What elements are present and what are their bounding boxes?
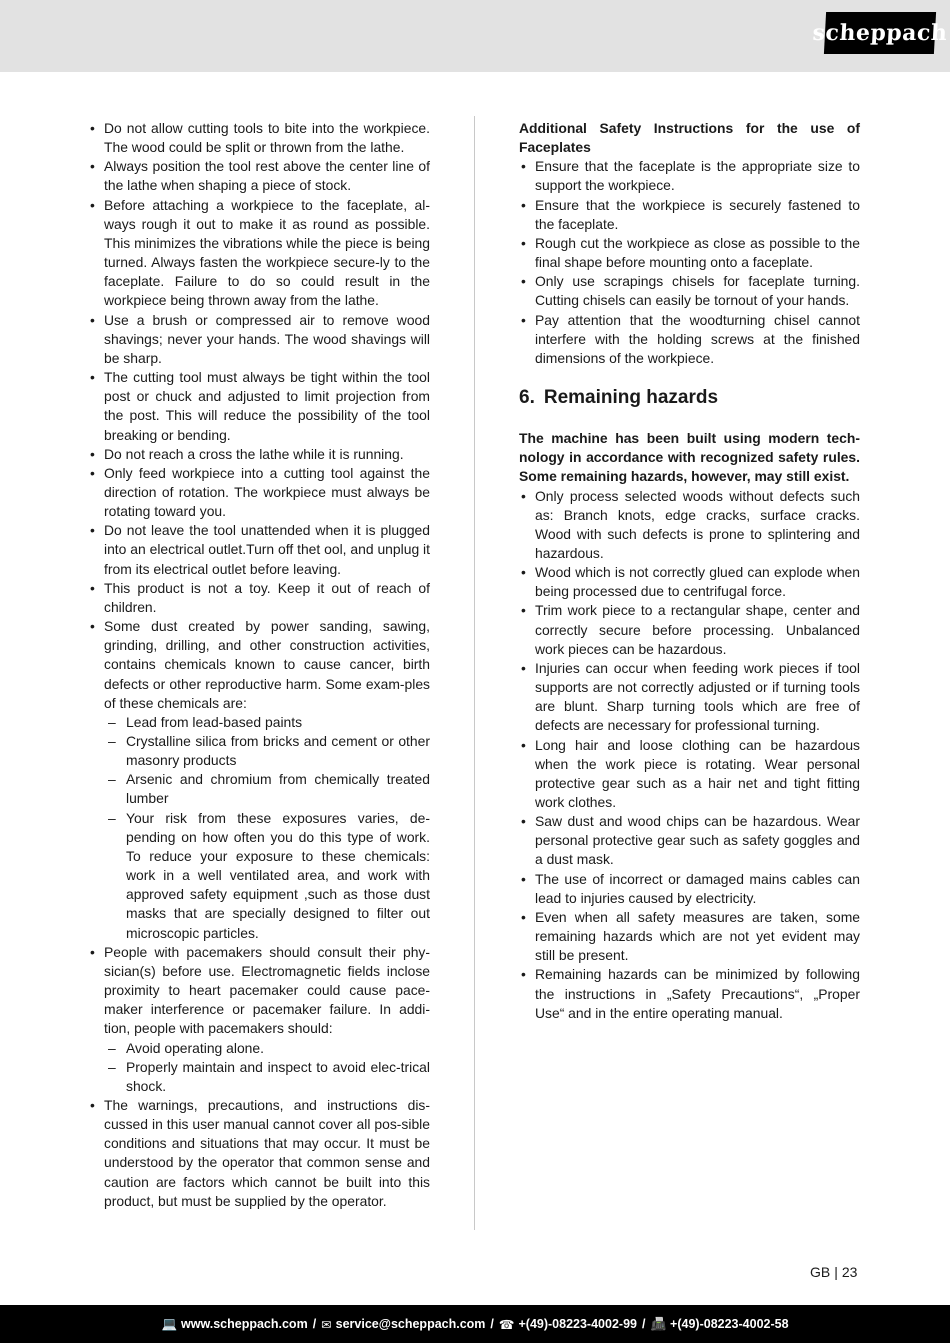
section-intro: The machine has been built using modern tech-nology in accordance with recognized safety rules. Some remaining hazards, however, may still exist. bbox=[519, 430, 860, 485]
phone-number: +(49)-08223-4002-99 bbox=[518, 1317, 637, 1331]
list-item: • Always position the tool rest above the center line of the lathe when shaping a piece of stock. bbox=[88, 157, 430, 195]
list-item-dust bbox=[88, 617, 430, 943]
pacemaker-item-text: People with pacemakers should consult their phy-sician(s) before use. Electromagnetic fields inclose proximity to heart pacemaker could cause pace-maker interference or pacemaker failure. In addi-tion, people with pacemakers should: bbox=[104, 943, 430, 1037]
mail-icon: ✉ bbox=[321, 1317, 332, 1332]
footer-separator: / bbox=[641, 1317, 646, 1331]
dust-item-text: Some dust created by power sanding, sawing, grinding, drilling, and other construction activities, contains chemicals known to cause cancer, birth defects or other reproductive harm. Some exam-ples of these chemicals are: bbox=[104, 618, 430, 711]
right-column bbox=[519, 119, 860, 1023]
footer-separator: / bbox=[490, 1317, 494, 1331]
fax-number: +(49)-08223-4002-58 bbox=[670, 1317, 789, 1331]
safety-list bbox=[88, 119, 430, 1211]
list-item: • Long hair and loose clothing can be hazardous when the work piece is rotating. Wear personal protective gear such as a hair net and tight fitting work clothes. bbox=[519, 736, 860, 813]
page-number bbox=[810, 1264, 857, 1280]
sublist-item: – Lead from lead-based paints bbox=[104, 713, 430, 732]
page-number-separator: | bbox=[834, 1264, 838, 1280]
list-item: • Ensure that the faceplate is the appropriate size to support the workpiece. bbox=[519, 157, 860, 195]
list-item: • Pay attention that the woodturning chisel cannot interfere with the holding screws at the finished dimensions of the workpiece. bbox=[519, 311, 860, 368]
section-heading bbox=[519, 386, 860, 410]
list-item: • Even when all safety measures are taken, some remaining hazards which are not yet evident may still be present. bbox=[519, 908, 860, 965]
list-item: • The cutting tool must always be tight within the tool post or chuck and adjusted to limit projection from the post. This will reduce the possibility of the tool breaking or bending. bbox=[88, 368, 430, 445]
list-item: • Remaining hazards can be minimized by following the instructions in „Safety Precautions“, „Proper Use“ and in the entire operating manual. bbox=[519, 965, 860, 1022]
header-band bbox=[0, 0, 950, 72]
list-item: • Only process selected woods without defects such as: Branch knots, edge cracks, surface cracks. Wood with such defects is prone to splintering and hazardous. bbox=[519, 487, 860, 564]
list-item: • Do not allow cutting tools to bite into the workpiece. The wood could be split or thrown from the lathe. bbox=[88, 119, 430, 157]
contact-footer bbox=[0, 1305, 950, 1343]
list-item: • Only use scrapings chisels for faceplate turning. Cutting chisels can easily be tornout of your hands. bbox=[519, 272, 860, 310]
list-item: • Do not leave the tool unattended when it is plugged into an electrical outlet.Turn off thet ool, and unplug it from its electrical outlet before leaving. bbox=[88, 521, 430, 578]
phone-icon: ☎ bbox=[498, 1317, 515, 1332]
list-item: • Before attaching a workpiece to the faceplate, al-ways rough it out to make it as round as possible. This minimizes the vibrations while the piece is being turned. Always fasten the workpiece secure-ly to the faceplate. Failure to do so could result in the workpiece being thrown away from the lathe. bbox=[88, 196, 430, 311]
list-item: • This product is not a toy. Keep it out of reach of children. bbox=[88, 579, 430, 617]
section-number: 6. bbox=[519, 387, 535, 409]
email-link[interactable]: service@scheppach.com bbox=[335, 1317, 486, 1331]
list-item: • The use of incorrect or damaged mains cables can lead to injuries caused by electricity. bbox=[519, 870, 860, 908]
list-item: • Wood which is not correctly glued can explode when being processed due to centrifugal force. bbox=[519, 563, 860, 601]
sublist-item: – Avoid operating alone. bbox=[104, 1039, 430, 1058]
hazard-list bbox=[519, 487, 860, 1023]
computer-icon: 💻 bbox=[161, 1316, 178, 1331]
left-column bbox=[88, 119, 430, 1211]
sublist-item: – Properly maintain and inspect to avoid elec-trical shock. bbox=[104, 1058, 430, 1096]
sublist-item: – Your risk from these exposures varies, de-pending on how often you do this type of work. To reduce your exposure to these chemicals: work in a well ventilated area, and work with approved safety equipment ,such as those dust masks that are specially designed to filter out microscopic particles. bbox=[104, 809, 430, 943]
brand-logo-text: scheppach bbox=[811, 20, 949, 46]
language-code: GB bbox=[810, 1264, 831, 1280]
fax-icon: 📠 bbox=[650, 1316, 667, 1331]
list-item: • Trim work piece to a rectangular shape, center and correctly secure before processing. Unbalanced work pieces can be hazardous. bbox=[519, 601, 860, 658]
footer-separator: / bbox=[312, 1317, 317, 1331]
list-item: • Injuries can occur when feeding work pieces if tool supports are not correctly adjusted or if turning tools are blunt. Sharp turning tools which are free of defects are necessary for professional turning. bbox=[519, 659, 860, 736]
faceplate-heading: Additional Safety Instructions for the use of Faceplates bbox=[519, 120, 860, 156]
list-item: • Rough cut the workpiece as close as possible to the final shape before mounting onto a faceplate. bbox=[519, 234, 860, 272]
pacemaker-sublist bbox=[104, 1039, 430, 1096]
list-item: • The warnings, precautions, and instructions dis-cussed in this user manual cannot cover all pos-sible conditions and situations that may occur. It must be understood by the operator that common sense and caution are factors which cannot be built into this product, but must be supplied by the operator. bbox=[88, 1096, 430, 1211]
column-divider bbox=[474, 116, 475, 1230]
list-item-pacemaker bbox=[88, 943, 430, 1096]
page-number-value: 23 bbox=[841, 1264, 858, 1280]
list-item: • Saw dust and wood chips can be hazardous. Wear personal protective gear such as safety goggles and a dust mask. bbox=[519, 812, 860, 869]
list-item: • Use a brush or compressed air to remove wood shavings; never your hands. The wood shavings will be sharp. bbox=[88, 311, 430, 368]
list-item: • Do not reach a cross the lathe while it is running. bbox=[88, 445, 430, 464]
list-item: • Only feed workpiece into a cutting tool against the direction of rotation. The workpiece must always be rotating toward you. bbox=[88, 464, 430, 521]
website-link[interactable]: www.scheppach.com bbox=[181, 1317, 308, 1331]
dust-sublist bbox=[104, 713, 430, 943]
section-title: Remaining hazards bbox=[543, 387, 719, 409]
faceplate-list bbox=[519, 157, 860, 368]
brand-logo bbox=[811, 12, 949, 54]
list-item: • Ensure that the workpiece is securely fastened to the faceplate. bbox=[519, 196, 860, 234]
sublist-item: – Arsenic and chromium from chemically treated lumber bbox=[104, 770, 430, 808]
sublist-item: – Crystalline silica from bricks and cement or other masonry products bbox=[104, 732, 430, 770]
